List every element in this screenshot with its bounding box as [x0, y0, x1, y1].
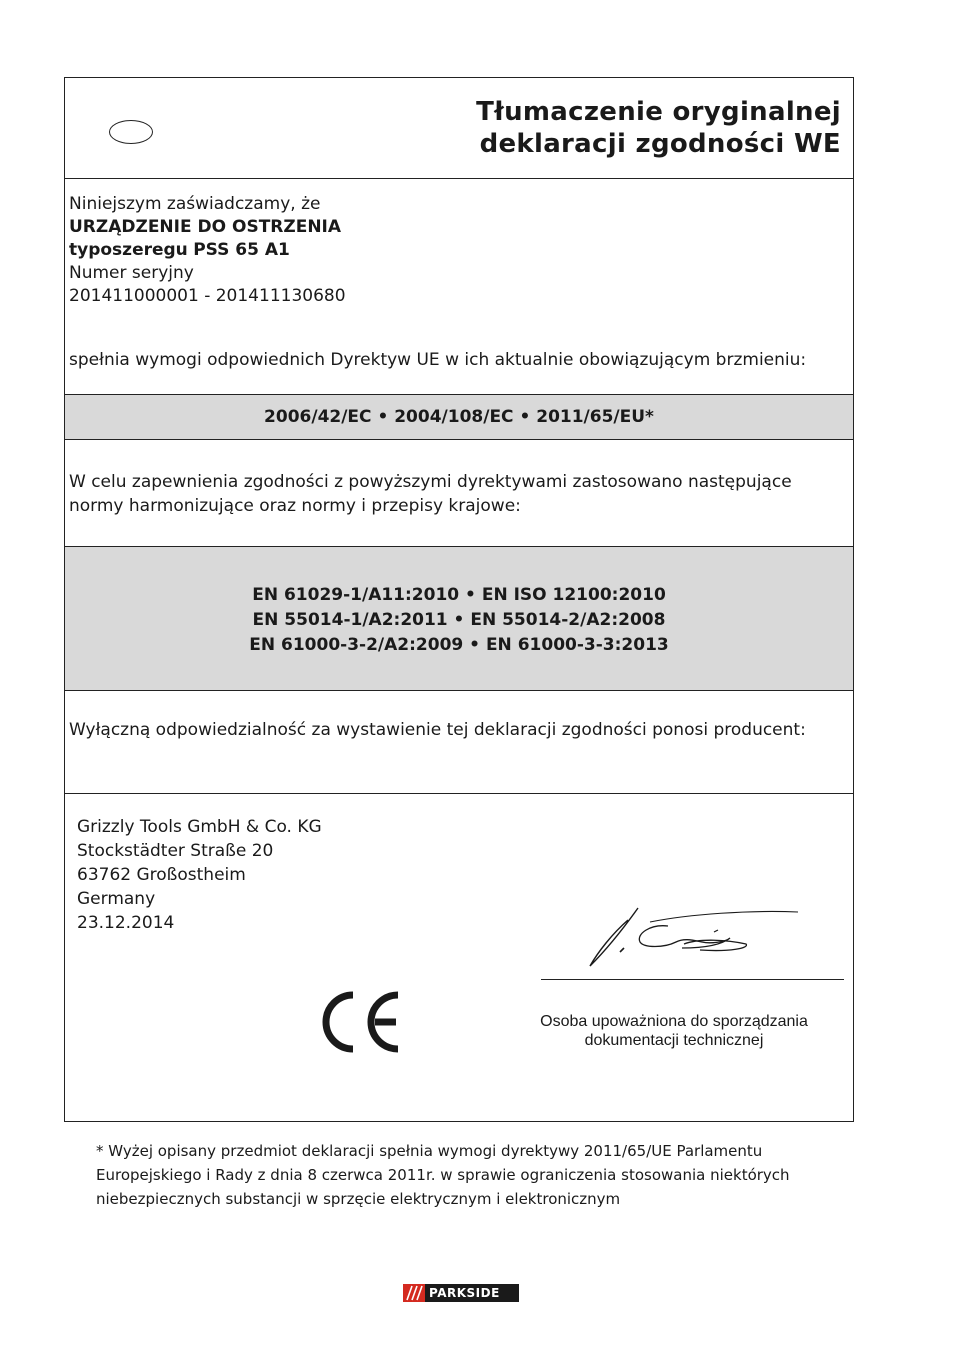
logo-text: PARKSIDE	[429, 1286, 500, 1300]
directives-list: 2006/42/EC • 2004/108/EC • 2011/65/EU*	[264, 407, 654, 427]
device-name: URZĄDZENIE DO OSTRZENIA	[69, 217, 342, 237]
signature-caption	[509, 1012, 839, 1050]
declaration-frame	[64, 77, 854, 1122]
signature-caption-line-2: dokumentacji technicznej	[584, 1032, 764, 1049]
manufacturer-name: Grizzly Tools GmbH & Co. KG	[77, 817, 322, 837]
manufacturer-street: Stockstädter Straße 20	[77, 841, 274, 861]
declaration-date: 23.12.2014	[77, 913, 175, 933]
responsibility-section	[65, 691, 853, 794]
title-line-2: deklaracji zgodności WE	[479, 129, 841, 159]
norm-line-3: EN 61000-3-2/A2:2009 • EN 61000-3-3:2013	[249, 635, 669, 655]
signature-line	[541, 979, 844, 980]
country-code-oval	[109, 120, 153, 144]
signature-caption-line-1: Osoba upoważniona do sporządzania	[540, 1013, 808, 1030]
compliance-statement: spełnia wymogi odpowiednich Dyrektyw UE w ich aktualnie obowiązującym brzmieniu:	[69, 350, 807, 370]
manufacturer-city: 63762 Großostheim	[77, 865, 246, 885]
manufacturer-country: Germany	[77, 889, 156, 909]
norms-band	[65, 547, 853, 691]
directives-band	[65, 395, 853, 440]
title-line-1: Tłumaczenie oryginalnej	[476, 97, 841, 127]
manufacturer-section	[65, 794, 853, 1121]
footnote: * Wyżej opisany przedmiot deklaracji spełnia wymogi dyrektywy 2011/65/UE Parlamentu Europejskiego i Rady z dnia 8 czerwca 2011r. w sprawie ograniczenia stosowania niektórych niebezpiecznych substancji w sprzęcie elektrycznym i elektronicznym	[96, 1142, 790, 1208]
manufacturer-address	[77, 815, 322, 935]
serial-label: Numer seryjny	[69, 263, 194, 283]
signature-icon	[580, 904, 800, 974]
logo-stripes-icon	[403, 1284, 425, 1302]
responsibility-text: Wyłączną odpowiedzialność za wystawienie tej deklaracji zgodności ponosi producent:	[69, 720, 806, 740]
brand-logo	[403, 1284, 519, 1302]
intro-statement: Niniejszym zaświadczamy, że	[69, 194, 321, 214]
series-label: typoszeregu	[69, 240, 188, 260]
model-number: PSS 65 A1	[193, 240, 290, 260]
page-title	[476, 96, 841, 160]
norm-line-1: EN 61029-1/A11:2010 • EN ISO 12100:2010	[252, 585, 666, 605]
norm-line-2: EN 55014-1/A2:2011 • EN 55014-2/A2:2008	[252, 610, 666, 630]
ce-mark-icon	[320, 989, 402, 1055]
model-line	[69, 239, 853, 262]
serial-range: 201411000001 - 201411130680	[69, 286, 346, 306]
norms-intro-text: W celu zapewnienia zgodności z powyższymi dyrektywami zastosowano następujące normy harmonizujące oraz normy i przepisy krajowe:	[69, 472, 792, 516]
intro-section	[65, 179, 853, 395]
norms-intro-section	[65, 440, 853, 547]
declaration-header	[65, 78, 853, 179]
